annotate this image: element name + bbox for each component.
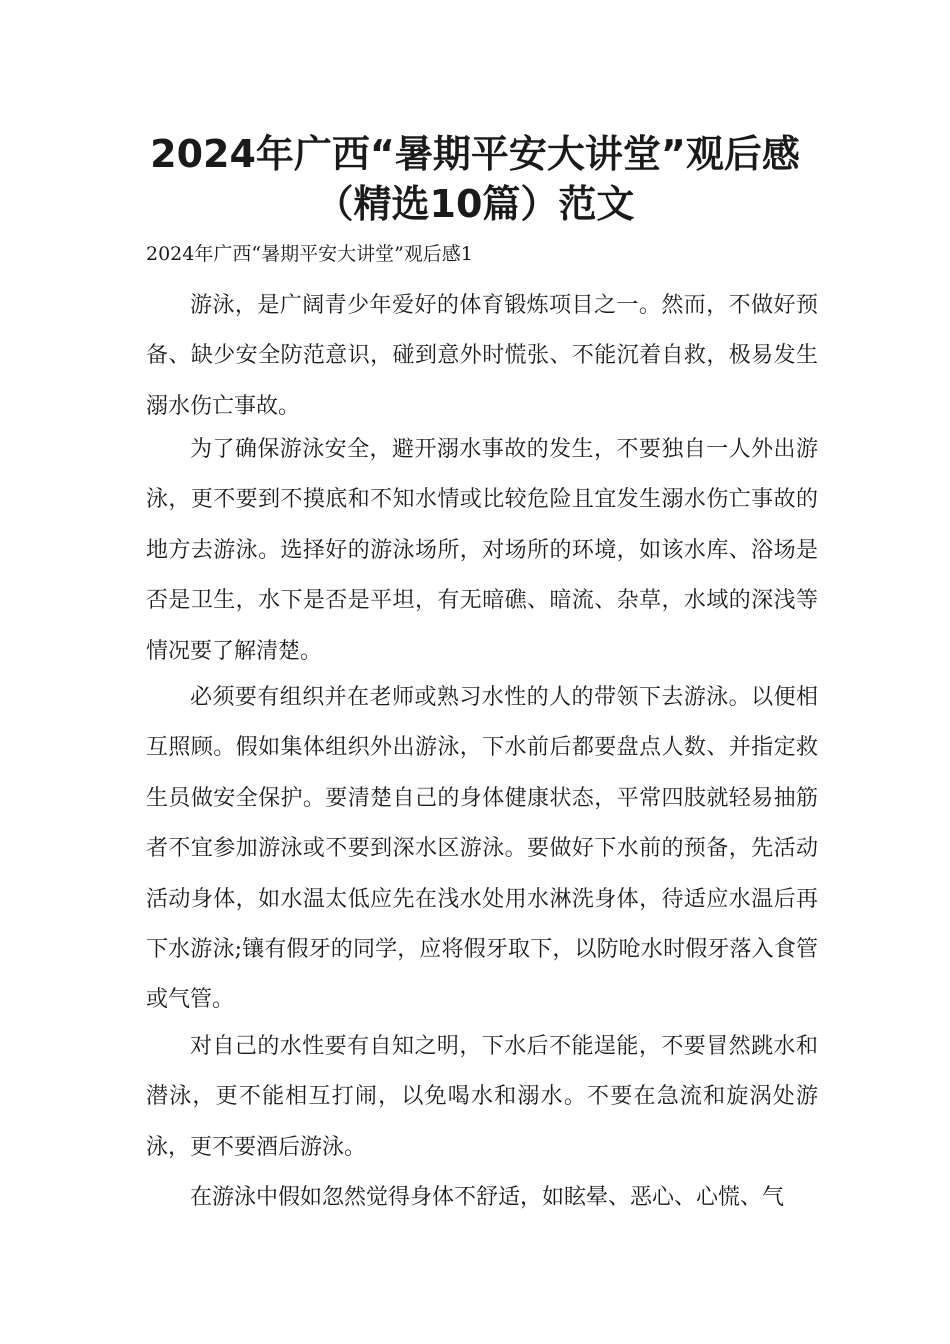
section-heading: 2024年广西“暑期平安大讲堂”观后感1 bbox=[146, 243, 473, 265]
paragraph-4: 对自己的水性要有自知之明，下水后不能逞能，不要冒然跳水和潜泳，更不能相互打闹，以免喝水和溺水。不要在急流和旋涡处游泳，更不要酒后游泳。 bbox=[146, 1034, 818, 1160]
document-title-line-2: （精选10篇）范文 bbox=[315, 182, 635, 226]
paragraph-3: 必须要有组织并在老师或熟习水性的人的带领下去游泳。以便相互照顾。假如集体组织外出游泳，下水前后都要盘点人数、并指定救生员做安全保护。要清楚自己的身体健康状态，平常四肢就轻易抽筋者不宜参加游泳或不要到深水区游泳。要做好下水前的预备，先活动活动身体，如水温太低应先在浅水处用水淋洗身体，待适应水温后再下水游泳;镶有假牙的同学，应将假牙取下，以防呛水时假牙落入食管或气管。 bbox=[146, 685, 818, 1013]
document-title-line-1: 2024年广西“暑期平安大讲堂”观后感 bbox=[150, 132, 800, 176]
paragraph-1: 游泳，是广阔青少年爱好的体育锻炼项目之一。然而，不做好预备、缺少安全防范意识，碰到意外时慌张、不能沉着自救，极易发生溺水伤亡事故。 bbox=[146, 293, 818, 419]
paragraph-5: 在游泳中假如忽然觉得身体不舒适，如眩晕、恶心、心慌、气 bbox=[190, 1185, 785, 1210]
paragraph-2: 为了确保游泳安全，避开溺水事故的发生，不要独自一人外出游泳，更不要到不摸底和不知水情或比较危险且宜发生溺水伤亡事故的地方去游泳。选择好的游泳场所，对场所的环境，如该水库、浴场是否是卫生，水下是否是平坦，有无暗礁、暗流、杂草，水域的深浅等情况要了解清楚。 bbox=[146, 437, 818, 664]
